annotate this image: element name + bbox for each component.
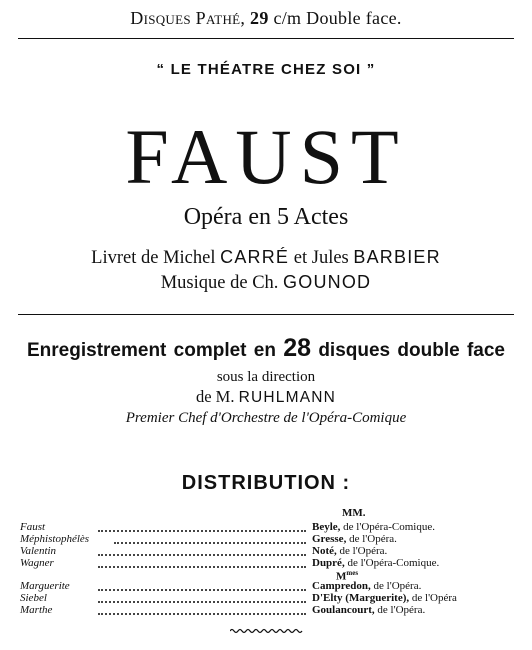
recording-suffix: disques double face bbox=[318, 340, 505, 361]
distribution-heading: DISTRIBUTION : bbox=[181, 472, 351, 494]
singer-house: de l'Opéra. bbox=[377, 604, 426, 616]
singer-house: de l'Opéra. bbox=[349, 533, 397, 545]
libretto-prefix: Livret de Michel bbox=[91, 248, 216, 268]
women-label-letter: M bbox=[336, 570, 347, 583]
leader-dots bbox=[98, 601, 306, 615]
conductor-title: Premier Chef d'Orchestre de l'Opéra-Comique bbox=[125, 410, 407, 426]
conductor-line bbox=[0, 387, 532, 407]
singer-name: Goulancourt, bbox=[312, 604, 375, 616]
men-label: MM. bbox=[342, 507, 366, 519]
singer-name: Campredon, bbox=[312, 580, 371, 592]
cast-singer bbox=[312, 557, 439, 570]
singer-house: de l'Opéra. bbox=[339, 545, 388, 557]
cast-role: Méphistophélès bbox=[20, 533, 90, 545]
singer-name: D'Elty (Marguerite), bbox=[312, 592, 410, 604]
singer-name: Noté, bbox=[312, 545, 337, 557]
section-rule bbox=[18, 314, 514, 315]
cast-role: Siebel bbox=[20, 592, 47, 604]
recording-prefix: Enregistrement complet en bbox=[27, 340, 276, 361]
librettist-carre: CARRÉ bbox=[220, 247, 290, 267]
wavy-ornament bbox=[230, 628, 304, 634]
libretto-and: et Jules bbox=[293, 248, 349, 268]
cast-role: Marthe bbox=[20, 604, 53, 616]
music-credit bbox=[0, 272, 532, 294]
cast-singer bbox=[312, 604, 425, 617]
disc-size: 29 bbox=[250, 8, 269, 28]
header-rule bbox=[18, 38, 514, 39]
cast-row bbox=[20, 604, 520, 617]
women-label-sup: mes bbox=[346, 569, 359, 577]
recording-info bbox=[0, 334, 532, 363]
conductor-name: RUHLMANN bbox=[238, 389, 337, 406]
music-prefix: Musique de Ch. bbox=[160, 273, 279, 293]
libretto-credit bbox=[0, 247, 532, 269]
series-title: “ LE THÉATRE CHEZ SOI ” bbox=[156, 61, 376, 78]
singer-house: de l'Opéra-Comique. bbox=[343, 521, 435, 533]
leader-dots bbox=[98, 554, 306, 568]
disc-format: c/m Double face. bbox=[273, 8, 402, 28]
disc-count: 28 bbox=[283, 334, 312, 362]
conductor-prefix: de M. bbox=[195, 387, 235, 406]
singer-name: Beyle, bbox=[312, 521, 341, 533]
singer-house: de l'Opéra. bbox=[373, 580, 422, 592]
direction-label: sous la direction bbox=[216, 369, 316, 385]
cast-role: Valentin bbox=[20, 545, 57, 557]
cast-row bbox=[20, 557, 520, 570]
cast-role: Faust bbox=[20, 521, 46, 533]
catalog-header bbox=[0, 8, 532, 29]
singer-house: de l'Opéra bbox=[411, 592, 457, 604]
singer-name: Gresse, bbox=[312, 533, 347, 545]
opera-title: FAUST bbox=[125, 113, 407, 200]
cast-role: Wagner bbox=[20, 557, 54, 569]
librettist-barbier: BARBIER bbox=[353, 247, 441, 267]
singer-name: Dupré, bbox=[312, 557, 345, 569]
composer-name: GOUNOD bbox=[283, 272, 372, 292]
opera-subtitle: Opéra en 5 Actes bbox=[183, 204, 349, 230]
singer-house: de l'Opéra-Comique. bbox=[347, 557, 440, 569]
brand-label: Disques Pathé, bbox=[130, 8, 246, 28]
cast-role: Marguerite bbox=[20, 580, 70, 592]
